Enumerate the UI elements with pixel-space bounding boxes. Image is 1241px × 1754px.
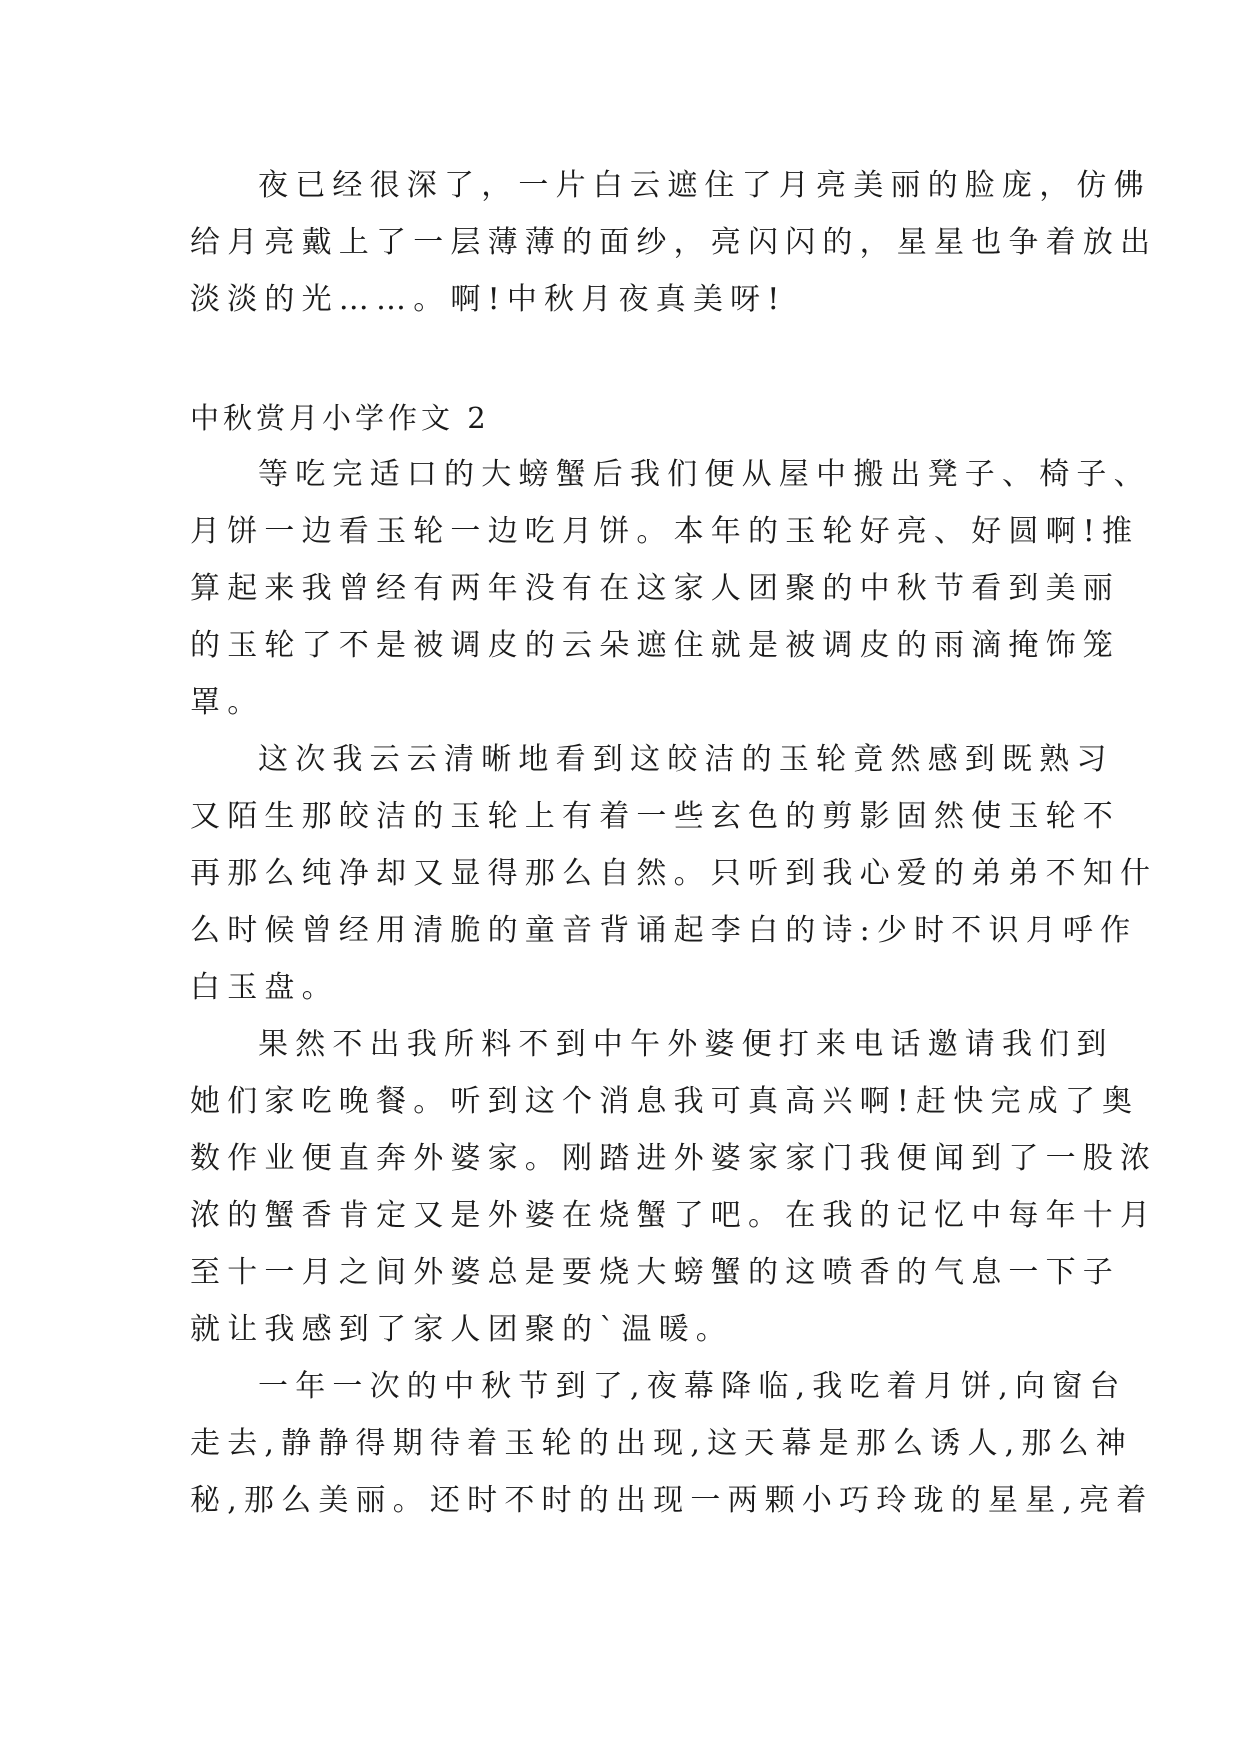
text-line: 又陌生那皎洁的玉轮上有着一些玄色的剪影固然使玉轮不 bbox=[190, 799, 1120, 834]
text-line: 的玉轮了不是被调皮的云朵遮住就是被调皮的雨滴掩饰笼 bbox=[190, 628, 1120, 663]
text-line: 再那么纯净却又显得那么自然。只听到我心爱的弟弟不知什 bbox=[190, 856, 1158, 891]
text-line: 这次我云云清晰地看到这皎洁的玉轮竟然感到既熟习 bbox=[258, 742, 1114, 777]
text-line: 白玉盘。 bbox=[190, 970, 339, 1005]
text-line: 一年一次的中秋节到了,夜幕降临,我吃着月饼,向窗台 bbox=[258, 1369, 1127, 1404]
text-line: 夜已经很深了，一片白云遮住了月亮美丽的脸庞，仿佛 bbox=[258, 168, 1151, 203]
section-title: 中秋赏月小学作文 2 bbox=[190, 401, 490, 435]
text-line: 就让我感到了家人团聚的`温暖。 bbox=[190, 1312, 733, 1347]
text-line: 么时候曾经用清脆的童音背诵起李白的诗:少时不识月呼作 bbox=[190, 913, 1138, 948]
text-line: 淡淡的光……。啊!中秋月夜真美呀! bbox=[190, 282, 787, 317]
text-line: 至十一月之间外婆总是要烧大螃蟹的这喷香的气息一下子 bbox=[190, 1255, 1120, 1290]
text-line: 浓的蟹香肯定又是外婆在烧蟹了吧。在我的记忆中每年十月 bbox=[190, 1198, 1158, 1233]
text-line: 罩。 bbox=[190, 685, 265, 720]
text-line: 给月亮戴上了一层薄薄的面纱，亮闪闪的，星星也争着放出 bbox=[190, 225, 1158, 260]
text-line: 秘,那么美丽。还时不时的出现一两颗小巧玲珑的星星,亮着 bbox=[190, 1483, 1154, 1518]
text-line: 数作业便直奔外婆家。刚踏进外婆家家门我便闻到了一股浓 bbox=[190, 1141, 1158, 1176]
text-line: 果然不出我所料不到中午外婆便打来电话邀请我们到 bbox=[258, 1027, 1114, 1062]
text-line: 走去,静静得期待着玉轮的出现,这天幕是那么诱人,那么神 bbox=[190, 1426, 1134, 1461]
text-line: 算起来我曾经有两年没有在这家人团聚的中秋节看到美丽 bbox=[190, 571, 1120, 606]
text-line: 等吃完适口的大螃蟹后我们便从屋中搬出凳子、椅子、 bbox=[258, 457, 1151, 492]
text-line: 月饼一边看玉轮一边吃月饼。本年的玉轮好亮、好圆啊!推 bbox=[190, 514, 1140, 549]
text-line: 她们家吃晚餐。听到这个消息我可真高兴啊!赶快完成了奥 bbox=[190, 1084, 1140, 1119]
